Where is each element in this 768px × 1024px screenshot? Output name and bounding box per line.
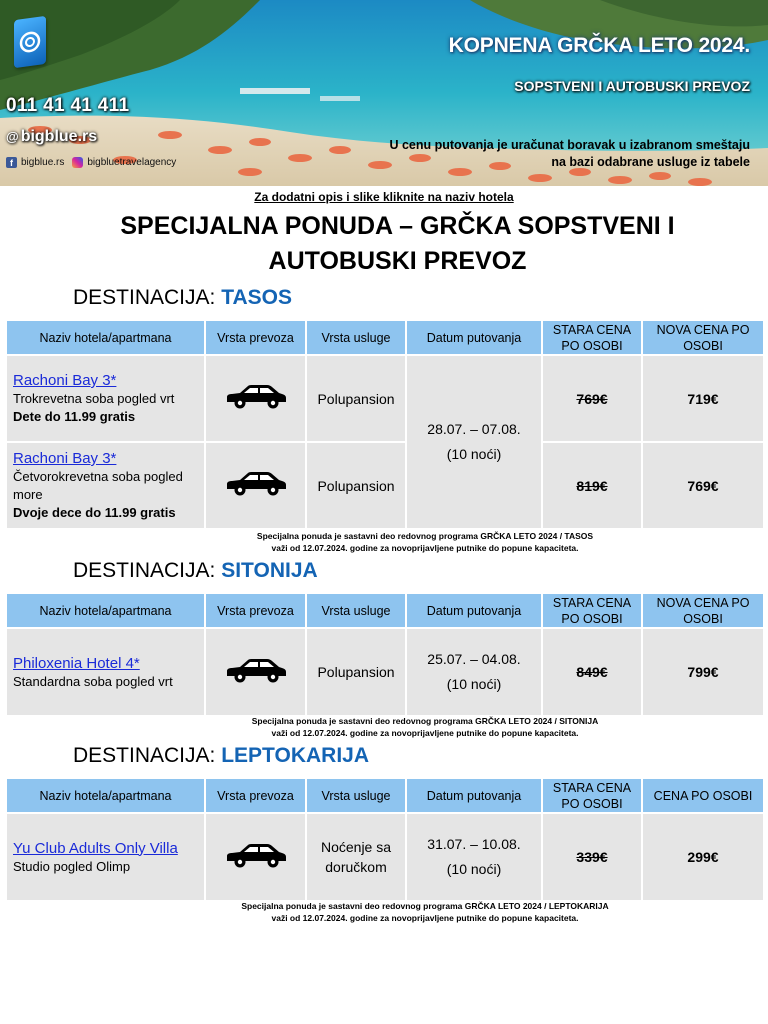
header-hotel: Naziv hotela/apartmana (6, 320, 205, 355)
service-cell: Polupansion (306, 355, 406, 442)
date-range: 31.07. – 10.08. (427, 836, 521, 852)
footnote-line2: važi od 12.07.2024. godine za novoprijavljene putnike do popune kapaciteta. (271, 913, 579, 923)
table-header-row (6, 593, 764, 628)
table-header-row (6, 778, 764, 813)
header-date: Datum putovanja (406, 778, 542, 813)
footnote-tasos (0, 530, 768, 554)
header-banner (0, 0, 768, 186)
header-date: Datum putovanja (406, 320, 542, 355)
hotel-cell (6, 442, 205, 529)
new-price: 299€ (642, 813, 764, 901)
table-row (6, 813, 764, 901)
footnote-line2: važi od 12.07.2024. godine za novoprijavljene putnike do popune kapaciteta. (271, 543, 579, 553)
offer-table-leptokarija (5, 777, 765, 902)
room-type: Četvorokrevetna soba pogled more (13, 469, 183, 502)
hotel-cell (6, 813, 205, 901)
footnote-line1: Specijalna ponuda je sastavni deo redovnog programa GRČKA LETO 2024 / LEPTOKARIJA (241, 901, 609, 911)
service-line2: doručkom (325, 859, 387, 875)
link-instruction: Za dodatni opis i slike kliknite na naziv hotela (254, 190, 514, 204)
service-line1: Noćenje sa (320, 839, 392, 855)
facebook-icon[interactable]: f (6, 157, 17, 168)
at-icon: @ (6, 129, 19, 144)
header-date: Datum putovanja (406, 593, 542, 628)
page-title (0, 209, 768, 279)
service-cell (306, 813, 406, 901)
car-icon (224, 843, 288, 869)
car-icon (224, 384, 288, 410)
footnote-line1: Specijalna ponuda je sastavni deo redovnog programa GRČKA LETO 2024 / SITONIJA (251, 716, 599, 726)
date-cell (406, 813, 542, 901)
header-service: Vrsta usluge (306, 778, 406, 813)
header-old-price: STARA CENA PO OSOBI (542, 778, 642, 813)
banner-note-line1: U cenu putovanja je uračunat boravak u izabranom smeštaju (389, 138, 750, 152)
banner-note (389, 137, 750, 171)
room-type: Studio pogled Olimp (13, 858, 131, 874)
footnote-leptokarija (0, 900, 768, 924)
website-text: bigblue.rs (20, 128, 98, 145)
destination-name: SITONIJA (221, 559, 318, 582)
hotel-link[interactable]: Rachoni Bay 3* (13, 450, 117, 467)
header-transport: Vrsta prevoza (205, 593, 306, 628)
page-title-line1: SPECIJALNA PONUDA – GRČKA SOPSTVENI I (120, 212, 675, 240)
transport-cell (205, 355, 306, 442)
child-offer: Dete do 11.99 gratis (13, 409, 136, 424)
header-hotel: Naziv hotela/apartmana (6, 778, 205, 813)
offer-table-sitonija (5, 592, 765, 717)
footnote-line1: Specijalna ponuda je sastavni deo redovnog programa GRČKA LETO 2024 / TASOS (256, 531, 594, 541)
service-cell: Polupansion (306, 442, 406, 529)
destination-prefix: DESTINACIJA: (73, 286, 216, 309)
header-old-price: STARA CENA PO OSOBI (542, 320, 642, 355)
instagram-icon[interactable] (72, 157, 83, 168)
old-price: 819€ (542, 442, 642, 529)
nights-count: (10 noći) (446, 676, 502, 692)
hotel-link[interactable]: Yu Club Adults Only Villa (13, 839, 178, 857)
old-price: 849€ (542, 628, 642, 716)
header-service: Vrsta usluge (306, 320, 406, 355)
banner-title: KOPNENA GRČKA LETO 2024. (448, 34, 750, 57)
destination-heading-leptokarija (73, 744, 369, 768)
offer-table-tasos (5, 319, 765, 530)
hotel-link[interactable]: Rachoni Bay 3* (13, 372, 117, 389)
destination-heading-tasos (73, 286, 292, 310)
website-link[interactable] (6, 128, 97, 146)
footnote-line2: važi od 12.07.2024. godine za novoprijavljene putnike do popune kapaciteta. (271, 728, 579, 738)
date-range: 28.07. – 07.08. (427, 421, 521, 437)
table-row (6, 355, 764, 442)
destination-heading-sitonija (73, 559, 318, 583)
hotel-link[interactable]: Philoxenia Hotel 4* (13, 654, 140, 672)
banner-note-line2: na bazi odabrane usluge iz tabele (551, 155, 750, 169)
nights-count: (10 noći) (446, 446, 502, 462)
footnote-sitonija (0, 715, 768, 739)
facebook-handle[interactable]: bigblue.rs (21, 157, 65, 168)
car-icon (224, 471, 288, 497)
transport-cell (205, 442, 306, 529)
hotel-cell (6, 628, 205, 716)
nights-count: (10 noći) (446, 861, 502, 877)
header-transport: Vrsta prevoza (205, 778, 306, 813)
header-new-price: NOVA CENA PO OSOBI (642, 593, 764, 628)
page-title-line2: AUTOBUSKI PREVOZ (268, 247, 527, 275)
car-icon (224, 658, 288, 684)
room-type: Standardna soba pogled vrt (13, 673, 173, 689)
old-price: 339€ (542, 813, 642, 901)
header-old-price: STARA CENA PO OSOBI (542, 593, 642, 628)
table-row (6, 628, 764, 716)
header-transport: Vrsta prevoza (205, 320, 306, 355)
table-header-row (6, 320, 764, 355)
header-hotel: Naziv hotela/apartmana (6, 593, 205, 628)
new-price: 769€ (642, 442, 764, 529)
room-type: Trokrevetna soba pogled vrt (13, 391, 175, 406)
phone-number: 011 41 41 411 (6, 95, 130, 116)
destination-name: TASOS (221, 286, 292, 309)
date-cell (406, 628, 542, 716)
table-row (6, 442, 764, 529)
new-price: 719€ (642, 355, 764, 442)
destination-name: LEPTOKARIJA (221, 744, 370, 767)
new-price: 799€ (642, 628, 764, 716)
header-price: CENA PO OSOBI (642, 778, 764, 813)
date-range: 25.07. – 04.08. (427, 651, 521, 667)
service-cell: Polupansion (306, 628, 406, 716)
header-service: Vrsta usluge (306, 593, 406, 628)
instagram-handle[interactable]: bigbluetravelagency (87, 157, 177, 168)
transport-cell (205, 813, 306, 901)
destination-prefix: DESTINACIJA: (73, 744, 216, 767)
social-links (6, 157, 176, 168)
hotel-cell (6, 355, 205, 442)
old-price: 769€ (542, 355, 642, 442)
banner-subtitle: SOPSTVENI I AUTOBUSKI PREVOZ (514, 78, 750, 94)
date-cell (406, 355, 542, 529)
header-new-price: NOVA CENA PO OSOBI (642, 320, 764, 355)
transport-cell (205, 628, 306, 716)
destination-prefix: DESTINACIJA: (73, 559, 216, 582)
bigblue-logo[interactable] (14, 16, 46, 68)
child-offer: Dvoje dece do 11.99 gratis (13, 505, 176, 520)
